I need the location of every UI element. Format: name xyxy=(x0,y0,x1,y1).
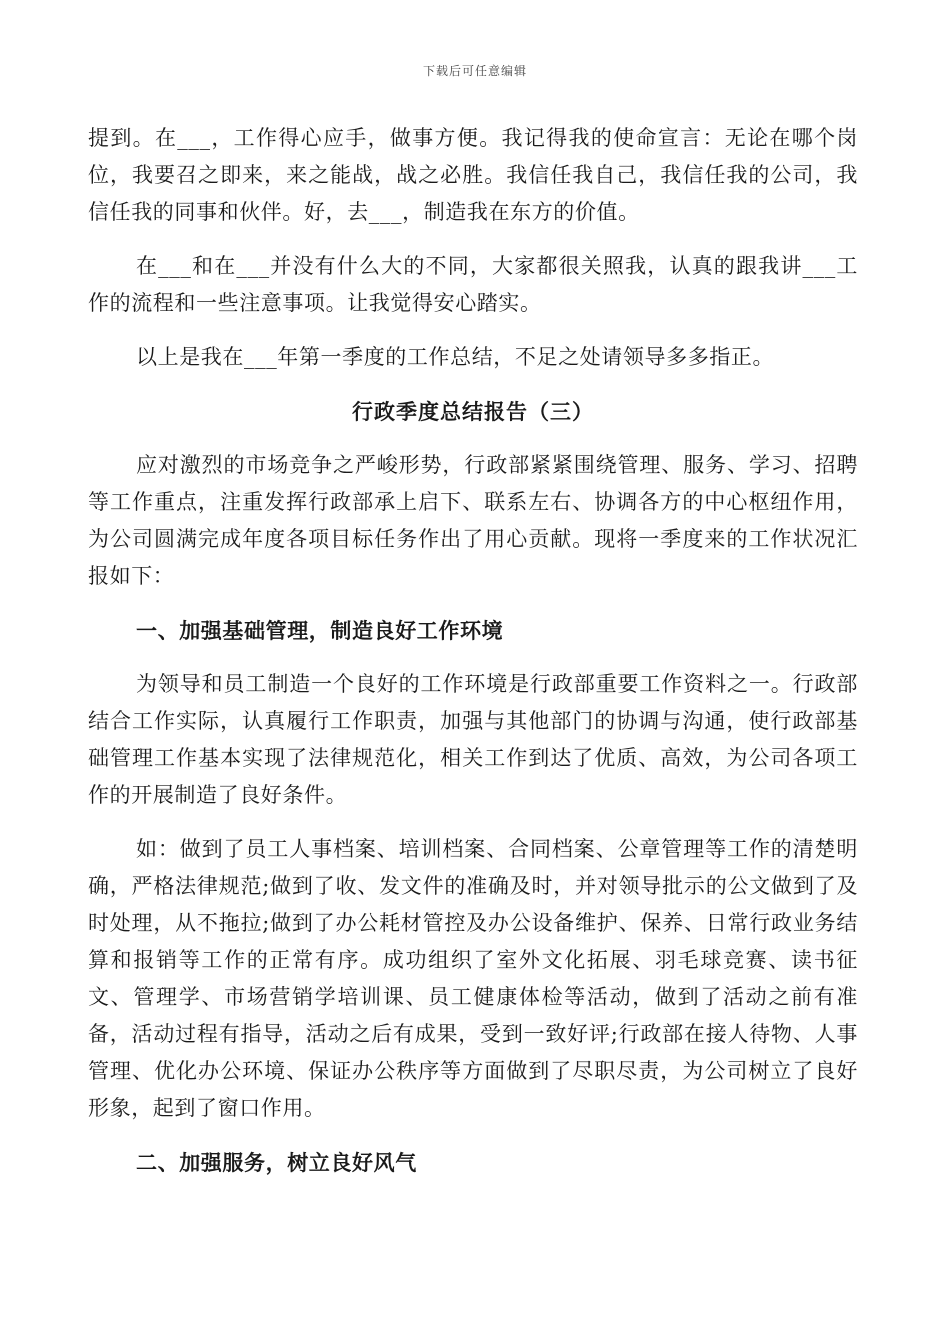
paragraph-examples: 如：做到了员工人事档案、培训档案、合同档案、公章管理等工作的清楚明确，严格法律规范;做到了收、发文件的准确及时，并对领导批示的公文做到了及时处理，从不拖拉;做到了办公耗材管控及办公设备维护、保养、日常行政业务结算和报销等工作的正常有序。成功组织了室外文化拓展、羽毛球竞赛、读书征文、管理学、市场营销学培训课、员工健康体检等活动，做到了活动之前有准备，活动过程有指导，活动之后有成果，受到一致好评;行政部在接人待物、人事管理、优化办公环境、保证办公秩序等方面做到了尽职尽责，为公司树立了良好形象，起到了窗口作用。 xyxy=(88,837,858,1120)
paragraph-management: 为领导和员工制造一个良好的工作环境是行政部重要工作资料之一。行政部结合工作实际，认真履行工作职责，加强与其他部门的协调与沟通，使行政部基础管理工作基本实现了法律规范化，相关工作到达了优质、高效，为公司各项工作的开展制造了良好条件。 xyxy=(88,672,858,807)
paragraph-intro: 应对激烈的市场竞争之严峻形势，行政部紧紧围绕管理、服务、学习、招聘等工作重点，注重发挥行政部承上启下、联系左右、协调各方的中心枢纽作用，为公司圆满完成年度各项目标任务作出了用心贡献。现将一季度来的工作状况汇报如下： xyxy=(88,453,858,588)
paragraph-continuation: 提到。在___，工作得心应手，做事方便。我记得我的使命宣言：无论在哪个岗位，我要召之即来，来之能战，战之必胜。我信任我自己，我信任我的公司，我信任我的同事和伙伴。好，去___，制造我在东方的价值。 xyxy=(88,126,858,224)
document-body xyxy=(88,120,858,1198)
paragraph-workplace: 在___和在___并没有什么大的不同，大家都很关照我，认真的跟我讲___工作的流程和一些注意事项。让我觉得安心踏实。 xyxy=(88,254,858,315)
section-heading-2: 二、加强服务，树立良好风气 xyxy=(136,1150,417,1175)
section-heading-1: 一、加强基础管理，制造良好工作环境 xyxy=(136,618,504,643)
paragraph-closing: 以上是我在___年第一季度的工作总结，不足之处请领导多多指正。 xyxy=(136,345,775,369)
report-title: 行政季度总结报告（三） xyxy=(352,399,594,424)
page-header-note: 下载后可任意编辑 xyxy=(422,64,527,78)
